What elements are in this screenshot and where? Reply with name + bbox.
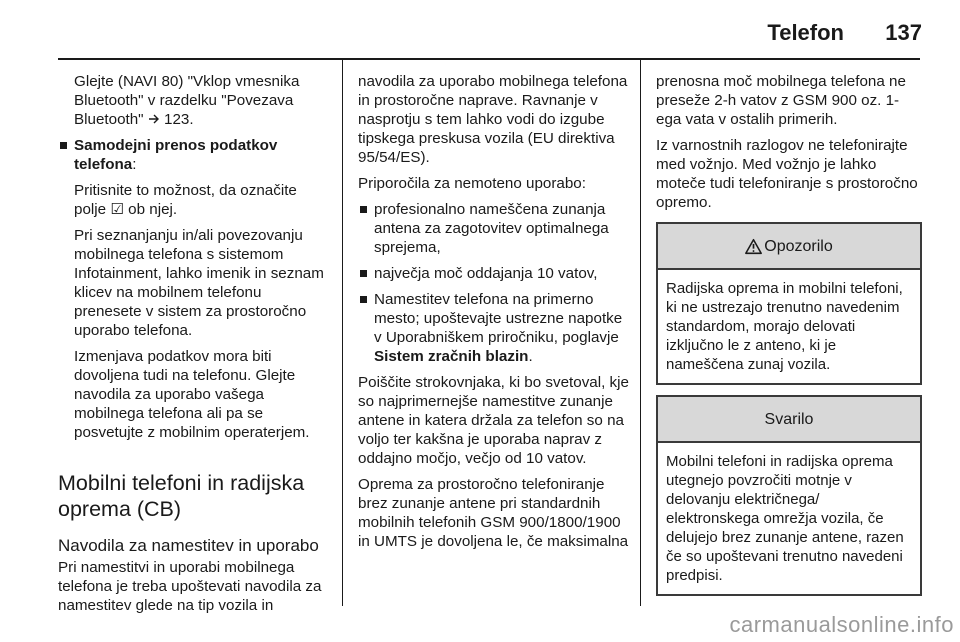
column-divider-1	[342, 60, 343, 606]
airbag-chapter-link: Sistem zračnih blazin	[374, 348, 529, 365]
bullet-square-icon	[360, 206, 367, 213]
caution-title: Svarilo	[764, 410, 814, 428]
paragraph-data-exchange: Izmenjava podatkov mora biti dovoljena tudi na telefonu. Glejte navodila za uporabo vašega mobilnega telefona ali pa se posvetujte z mobilnim operaterjem.	[74, 348, 310, 441]
caution-text: Mobilni telefoni in radijska oprema utegnejo povzročiti motnje v delovanju električnega/ elektronskega omrežja vozila, če delujejo brez zunanje antene, razen če so upoštevani trenutno navedeni predpisi.	[666, 453, 904, 584]
paragraph-transmit-power: prenosna moč mobilnega telefona ne preseže 2-h vatov z GSM 900 oz. 1-ega vata v ostalih primerih.	[656, 73, 906, 128]
bullet-square-icon	[360, 270, 367, 277]
column-2	[358, 72, 630, 558]
column-3	[656, 72, 922, 596]
page-header	[0, 0, 960, 58]
page-number: 137	[885, 20, 922, 45]
paragraph-recommendations: Priporočila za nemoteno uporabo:	[358, 175, 586, 192]
section-heading: Mobilni telefoni in radijska oprema (CB)	[58, 471, 305, 521]
caution-header	[658, 397, 920, 443]
paragraph-instructions: navodila za uporabo mobilnega telefona in prostoročne naprave. Ravnanje v nasprotju s tem lahko vodi do izgube tipskega preskusa vozila (EU direktiva 95/54/ES).	[358, 73, 628, 166]
warning-box	[656, 222, 922, 385]
bullet-item-auto-transfer: Samodejni prenos podatkov telefona:	[58, 136, 332, 174]
column-1	[58, 72, 332, 622]
paragraph-checkbox: Pritisnite to možnost, da označite polje ☑ ob njej.	[74, 182, 297, 218]
subsection-heading: Navodila za namestitev in uporabo	[58, 536, 319, 555]
page-ref-arrow-icon	[148, 113, 160, 125]
paragraph-handsfree: Oprema za prostoročno telefoniranje brez zunanje antene pri standardnih mobilnih telefonih GSM 900/1800/1900 in UMTS je dovoljena le, če maksimalna	[358, 476, 629, 550]
bullet-square-icon	[360, 296, 367, 303]
paragraph-safety: Iz varnostnih razlogov ne telefonirajte med vožnjo. Med vožnjo je lahko moteče tudi telefoniranje s prostoročno opremo.	[656, 137, 918, 211]
page-title: Telefon	[767, 20, 844, 45]
bullet-item-antenna: profesionalno nameščena zunanja antena za zagotovitev optimalnega sprejema,	[358, 200, 630, 257]
bullet-item-power: največja moč oddajanja 10 vatov,	[358, 264, 630, 283]
checkbox-icon: ☑	[110, 201, 124, 218]
bullet-square-icon	[60, 142, 67, 149]
warning-text: Radijska oprema in mobilni telefoni, ki ne ustrezajo trenutno navedenim standardom, morajo delovati izključno le z anteno, ki je nameščena zunaj vozila.	[666, 280, 903, 373]
bullet-title: Samodejni prenos podatkov telefona	[74, 137, 278, 173]
paragraph-bluetooth-ref: Glejte (NAVI 80) "Vklop vmesnika Bluetooth" v razdelku "Povezava Bluetooth" 123.	[74, 73, 300, 128]
warning-header	[658, 224, 920, 270]
paragraph-pairing: Pri seznanjanju in/ali povezovanju mobilnega telefona s sistemom Infotainment, lahko imenik in seznam klicev na mobilnem telefonu prenesete v sistem za prostoročno uporabo telefona.	[74, 227, 324, 339]
warning-title: Opozorilo	[764, 237, 833, 255]
paragraph-installation: Pri namestitvi in uporabi mobilnega telefona je treba upoštevati navodila za namestitev glede na tip vozila in	[58, 559, 322, 614]
warning-triangle-icon	[745, 238, 762, 255]
header-rule	[58, 58, 920, 60]
caution-box	[656, 395, 922, 596]
page-ref: 123.	[164, 111, 194, 128]
paragraph-expert: Poiščite strokovnjaka, ki bo svetoval, kje so najprimernejše namestitve zunanje antene in katera držala za telefon so na voljo ter kakšna je uporaba naprav z oddajno močjo, večjo od 10 vatov.	[358, 374, 629, 467]
column-divider-2	[640, 60, 641, 606]
watermark: carmanualsonline.info	[729, 612, 954, 637]
bullet-item-placement: Namestitev telefona na primerno mesto; upoštevajte ustrezne napotke v Uporabniškem priročniku, poglavje Sistem zračnih blazin.	[358, 290, 630, 366]
